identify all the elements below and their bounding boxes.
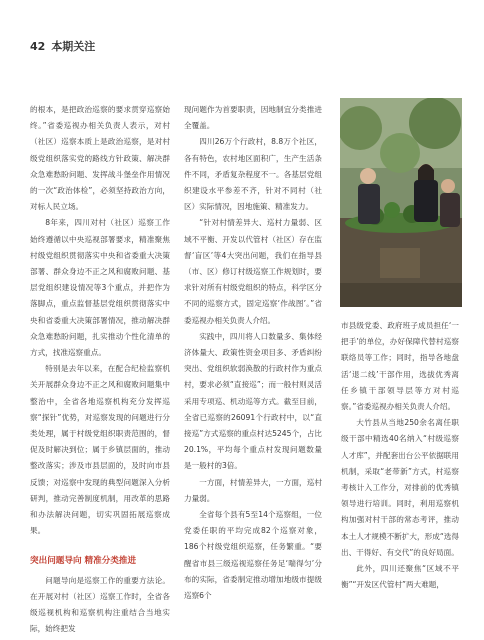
paragraph: 8年来，四川对村（社区）巡察工作始终遵循以中央巡视部署要求，精准聚焦村级党组织贯彻落实中央和省委重大决策部署、群众身边不正之风和腐败问题、基层党组织建设情况等3个重点，并把作为落脚点，重点监督基层党组织贯彻落实中央和省委重大决策部署情况，推动解决群众急难愁盼问题，扎实推动个性化清单的方式，找准巡察重点。 xyxy=(30,218,170,358)
page-number: 42 xyxy=(30,40,46,53)
paragraph: 此外，四川还聚焦“区域不平衡”“开发区代管村”两大难题， xyxy=(341,564,459,590)
paragraph: 问题导向是巡察工作的重要方法论。在开展对村（社区）巡察工作时，全省各级巡视机构和巡察机构注重结合当地实际，始终把发 xyxy=(30,575,170,634)
section-title: 本期关注 xyxy=(51,40,96,53)
text-column-3 xyxy=(341,318,459,593)
text-column-1 xyxy=(30,102,170,638)
paragraph: 全省每个县有5至14个巡察组，一位党委任职的平均完成82个巡察对象，186个村级党组织巡察，任务繁重。“要醒省市县三级巡视巡察任务足‘喘得匀’分布的实际，省委制定推动增加地级市提级巡察6个 xyxy=(184,510,322,601)
paragraph: 现问题作为首要职责，因地制宜分类推进全覆盖。 xyxy=(184,105,322,131)
paragraph: 一方面，村情差异大，一方面，巡村力量弱。 xyxy=(184,477,322,503)
article-photo xyxy=(340,98,462,307)
subheading: 突出问题导向 精准分类推进 xyxy=(30,556,137,567)
paragraph: 四川26万个行政村，8.8万个社区，各有特色，农村地区面积广，生产生活条件不同，矛盾复杂程度不一。各基层党组织建设水平参差不齐，针对不同村（社区）实际情况，因地施策、精准发力。 xyxy=(184,137,322,212)
paragraph: 特别是去年以来，在配合纪检监察机关开展群众身边不正之风和腐败问题集中整治中，全省各地巡察机构充分发挥巡察“探针”优势，对巡察发现的问题进行分类处理，属于村级党组织职责范围的，督促及时解决到位；属于乡镇层面的，推动整改落实；涉及市县层面的，及时向市县反馈；对巡察中发现的典型问题深入分析研判，推动完善制度机制，用改革的思路和办法解决问题，切实巩固拓展巡察成果。 xyxy=(30,364,170,536)
paragraph: “针对村情差异大、巡村力量弱、区域不平衡、开发以代管村（社区）存在监督‘盲区’等4大突出问题，我们在指导县（市、区）修订村级巡察工作规划时，要求针对所有村级党组织的特点，科学区分不同的巡察方式，固定巡察‘作战图’。”省委巡视办相关负责人介绍。 xyxy=(184,218,322,325)
paragraph: 市县级党委、政府班子成员担任‘一把手’的单位，办好保障代替村巡察联络员等工作；同时，指导各地盘活‘退二线’干部作用，选拔优秀离任乡镇干部领导层等方对村巡察。”省委巡视办相关负责人介绍。 xyxy=(341,321,459,412)
paragraph: 的根本，是把政治巡察的要求贯穿巡察始终。”省委巡视办相关负责人表示，对村（社区）巡察本质上是政治巡察，是对村级党组织落实党的路线方针政策、解决群众急难愁盼问题、发挥战斗堡垒作用情况的一次“政治体检”，必须坚持政治方向，对标人民立场。 xyxy=(30,105,170,212)
paragraph: 实践中，四川将人口数量多、集体经济体量大、政策性资金项目多、矛盾纠纷突出、党组织软弱涣散的行政村作为重点村，要求必须“直接巡”；而一般村则灵活采用专项巡、机动巡等方式。截至目前，全省已巡察的26091个行政村中，以“直接巡”方式巡察的重点村达5245个，占比20.1%，平均每个重点村发现问题数量是一般村的3倍。 xyxy=(184,331,322,471)
page-header xyxy=(30,38,95,54)
paragraph: 大竹县从当地250余名离任职级干部中精选40名纳入“村级巡察人才库”，并配套出台公平依据联用机制，采取“老带新”方式，村巡察考核计入工作分，对排前的优秀镇领导进行培训。同时，利用巡察机构加强对村干部的常态考评，推动本土人才规模不断扩大，形成“选得出、干得好、有交代”的良好局面。 xyxy=(341,418,459,557)
text-column-2 xyxy=(184,102,322,604)
